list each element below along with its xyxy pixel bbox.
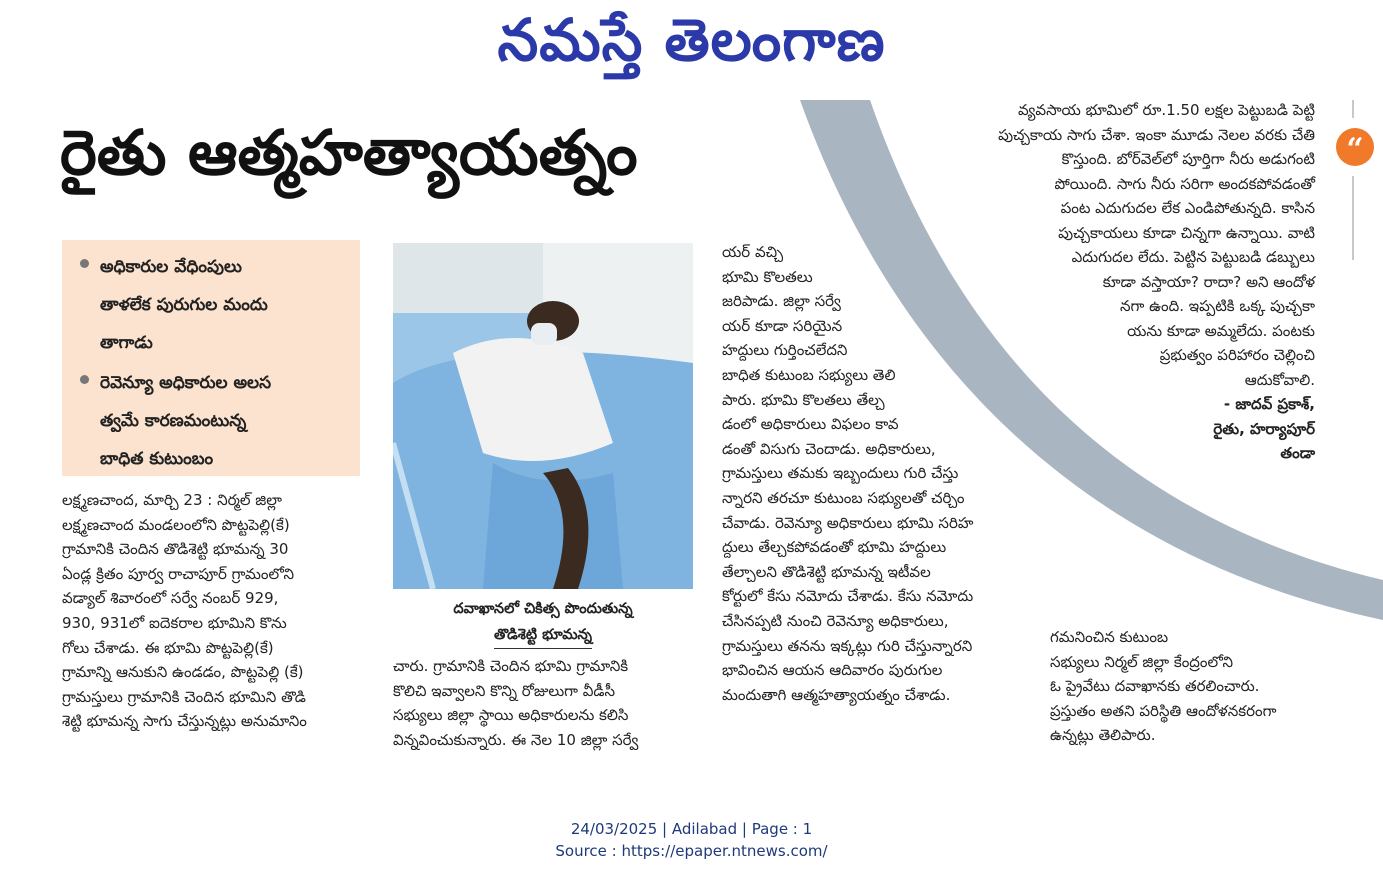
quote-line: ప్రభుత్వం పరిహారం చెల్లించి	[1159, 346, 1315, 364]
text-line: యర్ వచ్చి	[722, 243, 784, 261]
quote-line: యను కూడా అమ్మలేదు. పంటకు	[1127, 321, 1315, 340]
text-line: శెట్టి భూమన్న సాగు చేస్తున్నట్లు అనుమానిం	[62, 712, 307, 731]
highlight-line: తాళలేక పురుగుల మందు	[100, 295, 268, 315]
quote-attribution: రైతు, హర్యాపూర్	[1213, 419, 1315, 438]
text-line: ప్రస్తుతం అతని పరిస్థితి ఆందోళనకరంగా	[1050, 701, 1277, 720]
text-line: గ్రామస్తులు తనను ఇక్కట్లు గురి చేస్తున్నారని	[722, 636, 973, 655]
quote-line: పోయింది. సాగు నీరు సరిగా అందకపోవడంతో	[1054, 174, 1315, 193]
text-line: కోర్టులో కేసు నమోదు చేశాడు. కేసు నమోదు	[722, 587, 974, 606]
photo-caption	[393, 596, 693, 649]
text-line: జరిపాడు. జిల్లా సర్వే	[722, 292, 841, 311]
caption-line: తొడిశెట్టి భూమన్న	[494, 622, 592, 649]
text-line: గ్రామాన్ని ఆనుకుని ఉండడం, పొట్టపెల్లి (కే)	[62, 663, 304, 682]
quote-line: ఆదుకోవాలి.	[1244, 370, 1315, 389]
highlight-line: రెవెన్యూ అధికారుల అలస	[100, 373, 272, 393]
text-line: మందుతాగి ఆత్మహత్యాయత్నం చేశాడు.	[722, 685, 951, 704]
text-line: గ్రామానికి చెందిన తొడిశెట్టి భూమన్న 30	[62, 540, 289, 559]
text-line: చేసినప్పటి నుంచి రెవెన్యూ అధికారులు,	[722, 611, 949, 630]
text-line: ఏండ్ల క్రితం పూర్వ రాచాపూర్ గ్రామంలోని	[62, 564, 295, 583]
text-line: సభ్యులు నిర్మల్ జిల్లా కేంద్రంలోని	[1050, 652, 1234, 671]
farmer-quote	[880, 98, 1315, 466]
text-line: బాధిత కుటుంబ సభ్యులు తెలి	[722, 365, 896, 384]
text-line: ఓ ప్రైవేటు దవాఖానకు తరలించారు.	[1050, 677, 1260, 696]
quote-line: ఎదుగుదల లేదు. పెట్టిన పెట్టుబడి డబ్బులు	[1071, 248, 1315, 266]
headline: రైతు ఆత్మహత్యాయత్నం	[60, 116, 638, 189]
quote-divider	[1352, 100, 1354, 118]
text-line: హద్దులు గుర్తించలేదని	[722, 341, 848, 360]
quote-attribution: - జాదవ్ ప్రకాశ్,	[1223, 395, 1315, 413]
text-line: డంతో విసుగు చెందాడు. అధికారులు,	[722, 439, 936, 458]
footer-source-line: Source : https://epaper.ntnews.com/	[555, 842, 828, 860]
quote-line: పంట ఎదుగుదల లేక ఎండిపోతున్నది. కాసిన	[1060, 199, 1315, 217]
text-line: గ్రామస్తులు తమకు ఇబ్బందులు గురి చేస్తు	[722, 464, 959, 483]
text-line: గోలు చేశాడు. ఈ భూమి పొట్టపెల్లి(కే)	[62, 638, 274, 657]
quote-line: నగా ఉంది. ఇప్పటికి ఒక్క పుచ్చకా	[1119, 297, 1315, 315]
text-line: గ్రామస్తులు గ్రామానికి చెందిన భూమిని తొడి	[62, 687, 306, 706]
text-line: ఉన్నట్లు తెలిపారు.	[1050, 726, 1156, 745]
text-line: భూమి కొలతలు	[722, 267, 813, 286]
text-line: డంలో అధికారులు విఫలం కావ	[722, 415, 899, 434]
text-line: చారు. గ్రామానికి చెందిన భూమి గ్రామానికి	[393, 657, 629, 675]
patient-photo	[393, 243, 693, 589]
text-line: కొలిచి ఇవ్వాలని కొన్ని రోజులుగా వీడీసీ	[393, 681, 616, 700]
highlight-line: బాధిత కుటుంబం	[100, 449, 214, 469]
text-line: భావించిన ఆయన ఆదివారం పురుగుల	[722, 661, 943, 680]
highlights-box	[62, 240, 360, 476]
text-line: యర్ కూడా సరియైన	[722, 316, 843, 335]
footer-date-line: 24/03/2025 | Adilabad | Page : 1	[570, 820, 813, 838]
highlight-item	[80, 364, 350, 478]
caption-line: దవాఖానలో చికిత్స పొందుతున్న	[453, 601, 633, 617]
highlight-line: అధికారుల వేధింపులు	[100, 257, 242, 277]
bullet-icon	[80, 375, 89, 384]
highlight-line: తాగాడు	[100, 333, 153, 353]
quote-line: పుచ్చకాయలు కూడా చిన్నగా ఉన్నాయి. వాటి	[1058, 223, 1315, 242]
text-line: పారు. భూమి కొలతలు తేల్చ	[722, 390, 885, 409]
text-line: తేల్చాలని తొడిశెట్టి భూమన్న ఇటీవల	[722, 562, 931, 581]
text-line: చేవాడు. రెవెన్యూ అధికారులు భూమి సరిహ	[722, 513, 974, 532]
quote-divider	[1352, 176, 1354, 260]
text-line: ద్దులు తేల్చకపోవడంతో భూమి హద్దులు	[722, 538, 947, 557]
article-column-4	[1050, 625, 1350, 748]
text-line: న్నారని తరచూ కుటుంబ సభ్యులతో చర్చిం	[722, 488, 965, 507]
quote-attribution: తండా	[1280, 444, 1315, 462]
quote-line: కూడా వస్తాయా? రాదా? అని ఆందోళ	[1102, 272, 1315, 291]
text-line: 930, 931లో ఐదెకరాల భూమిని కొను	[62, 613, 287, 632]
highlight-item	[80, 248, 350, 362]
text-line: వడ్యాల్ శివారంలో సర్వే నంబర్ 929,	[62, 589, 279, 608]
quote-icon: “	[1336, 128, 1374, 166]
article-column-2	[393, 654, 693, 752]
article-column-1	[62, 488, 362, 734]
text-line: విన్నవించుకున్నారు. ఈ నెల 10 జిల్లా సర్వే	[393, 730, 639, 749]
quote-line: వ్యవసాయ భూమిలో రూ.1.50 లక్షల పెట్టుబడి పెట్టి	[1018, 101, 1315, 119]
quote-line: పుచ్చకాయ సాగు చేశా. ఇంకా మూడు నెలల వరకు చేతి	[998, 125, 1315, 144]
text-line: లక్ష్మణచాంద మండలంలోని పొట్టపెల్లి(కే)	[62, 515, 290, 534]
quote-line: కొస్తుంది. బోర్‌వెల్‌లో పూర్తిగా నీరు అడుగంటి	[1061, 150, 1315, 168]
text-line: లక్ష్మణచాంద, మార్చి 23 : నిర్మల్ జిల్లా	[62, 491, 282, 509]
masthead-title: నమస్తే తెలంగాణ	[497, 6, 886, 74]
page-footer	[0, 818, 1383, 862]
text-line: సభ్యులు జిల్లా స్థాయి అధికారులను కలిసి	[393, 706, 629, 725]
bullet-icon	[80, 259, 89, 268]
highlight-line: త్వమే కారణమంటున్న	[100, 411, 247, 431]
text-line: గమనించిన కుటుంబ	[1050, 628, 1169, 646]
